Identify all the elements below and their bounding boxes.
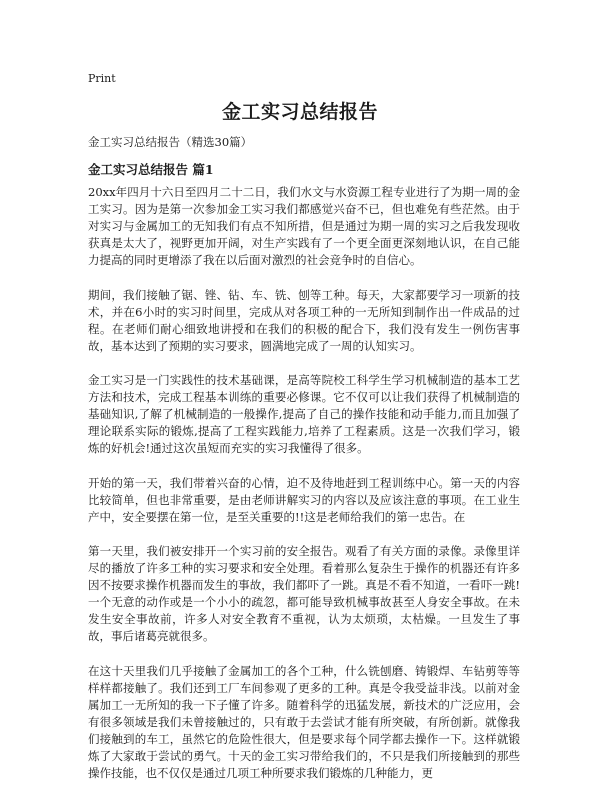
section-heading: 金工实习总结报告 篇1 — [88, 162, 214, 177]
document-body — [88, 184, 520, 799]
document-subtitle: 金工实习总结报告（精选30篇） — [88, 135, 253, 149]
print-link[interactable]: Print — [88, 72, 116, 85]
paragraph: 第一天里，我们被安排开一个实习前的安全报告。观看了有关方面的录像。录像里详尽的播放了许多工种的实习要求和安全处理。看着那么复杂生于操作的机器还有许多因不按要求操作机器而发生的事故，我们都吓了一跳。真是不看不知道，一看吓一跳!一个无意的动作或是一个小小的疏忽，都可能导致机械事故甚至人身安全事故。在未发生安全事故前，许多人对安全教育不重视，认为太烦琐，太枯燥。一旦发生了事故，事后诸葛亮就很多。 — [88, 544, 520, 643]
paragraph: 金工实习是一门实践性的技术基础课，是高等院校工科学生学习机械制造的基本工艺方法和技术，完成工程基本训练的重要必修课。它不仅可以让我们获得了机械制造的基础知识,了解了机械制造的一般操作,提高了自己的操作技能和动手能力,而且加强了理论联系实际的锻炼,提高了工程实践能力,培养了工程素质。这是一次我们学习，锻炼的好机会!通过这次虽短而充实的实习我懂得了很多。 — [88, 373, 520, 455]
document-title: 金工实习总结报告 — [221, 101, 378, 123]
paragraph: 期间，我们接触了锯、锉、钻、车、铣、刨等工种。每天，大家都要学习一项新的技术，并在6小时的实习时间里，完成从对各项工种的一无所知到制作出一件成品的过程。在老师们耐心细致地讲授和在我们的积极的配合下，我们没有发生一例伤害事故，基本达到了预期的实习要求，圆满地完成了一周的认知实习。 — [88, 287, 520, 353]
paragraph: 在这十天里我们几乎接触了金属加工的各个工种，什么铣刨磨、铸锻焊、车钻剪等等样样都接触了。我们还到工厂车间参观了更多的工种。真是令我受益非浅。以前对金属加工一无所知的我一下子懂了许多。随着科学的迅猛发展，新技术的广泛应用，会有很多领域是我们未曾接触过的，只有敢于去尝试才能有所突破，有所创新。就像我们接触到的车工，虽然它的危险性很大，但是要求每个同学都去操作一下。这样就锻炼了大家敢于尝试的勇气。十天的金工实习带给我们的，不只是我们所接触到的那些操作技能，也不仅仅是通过几项工种所要求我们锻炼的几种能力，更 — [88, 663, 520, 780]
paragraph: 20xx年四月十六日至四月二十二日，我们水文与水资源工程专业进行了为期一周的金工实习。因为是第一次参加金工实习我们都感觉兴奋不已，但也难免有些茫然。由于对实习与金属加工的无知我们有点不知所措，但是通过为期一周的实习之后我发现收获真是太大了，视野更加开阔，对生产实践有了一个更全面更深刻地认识，在自己能力提高的同时更增添了我在以后面对激烈的社会竞争时的自信心。 — [88, 185, 520, 267]
paragraph: 开始的第一天，我们带着兴奋的心情，迫不及待地赶到工程训练中心。第一天的内容比较简单，但也非常重要，是由老师讲解实习的内容以及应该注意的事项。在工业生产中，安全要摆在第一位，是至关重要的!!这是老师给我们的第一忠告。在 — [88, 475, 520, 524]
